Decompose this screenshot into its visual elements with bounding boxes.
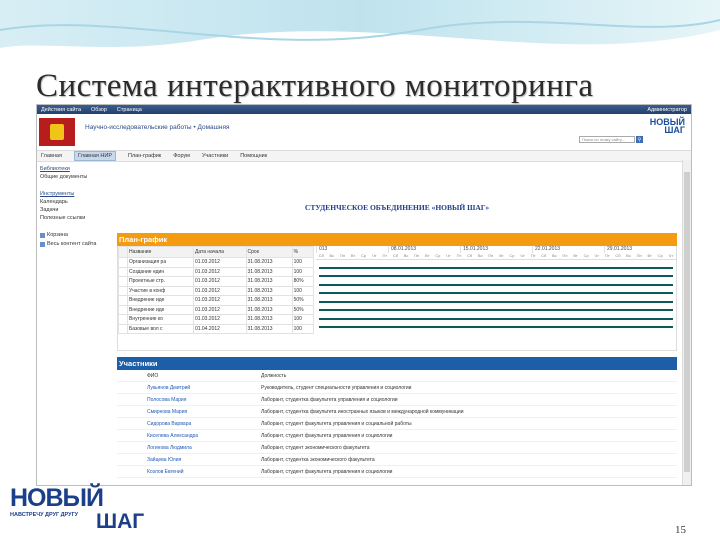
nav-item-participants[interactable]: Участники — [201, 153, 229, 159]
gantt-bar[interactable] — [319, 309, 673, 311]
row-selector[interactable] — [119, 277, 128, 287]
top-navigation — [37, 151, 691, 162]
gantt-bar[interactable] — [319, 267, 673, 269]
participant-position: Лаборант, студент факультета управления и социологии — [259, 466, 677, 478]
timeline-day: Пн — [414, 253, 420, 258]
row-selector[interactable] — [119, 324, 128, 334]
timeline-day: Сб — [318, 253, 324, 258]
participant-row — [117, 454, 677, 466]
participant-position: Лаборант, студент факультета управления и социологии — [259, 430, 677, 442]
nav-item-forum[interactable]: Форум — [173, 153, 190, 159]
participant-position: Лаборант, студент экономического факультета — [259, 442, 677, 454]
timeline-day: Пт — [530, 253, 536, 258]
gantt-cell: 31.08.2013 — [246, 296, 292, 306]
site-actions-menu[interactable]: Действия сайта — [41, 106, 82, 113]
gantt-cell: Внутренние ко — [128, 315, 194, 325]
recycle-bin-icon — [40, 233, 45, 238]
gantt-row[interactable] — [119, 286, 314, 296]
nav-item-nir-home[interactable]: Главная НИР — [74, 151, 116, 161]
quick-launch — [37, 163, 116, 247]
gantt-cell: 01.03.2012 — [193, 286, 246, 296]
page-tab[interactable]: Страница — [116, 106, 142, 113]
plan-heading: План-график — [117, 233, 677, 246]
gantt-cell: 50% — [292, 296, 313, 306]
site-content-icon — [40, 242, 45, 247]
gantt-cell: 80% — [292, 277, 313, 287]
participant-row — [117, 442, 677, 454]
sharepoint-screenshot — [36, 104, 692, 486]
search-icon[interactable]: ⚲ — [637, 136, 642, 143]
brand-logo: НОВЫЙ НАВСТРЕЧУ ДРУГ ДРУГУ ШАГ — [10, 484, 145, 533]
gantt-cell: 31.08.2013 — [246, 267, 292, 277]
main-content — [117, 163, 677, 478]
timeline-day: Чт — [520, 253, 525, 258]
gantt-chart — [117, 246, 677, 351]
gantt-cell: 100 — [292, 286, 313, 296]
gantt-bar[interactable] — [319, 292, 673, 294]
slide-title: Система интерактивного мониторинга — [36, 68, 594, 104]
vertical-scrollbar[interactable] — [682, 160, 691, 485]
gantt-row[interactable] — [119, 324, 314, 334]
participants-panel — [117, 357, 677, 478]
timeline-day: Пн — [488, 253, 494, 258]
user-menu[interactable]: Администратор — [647, 106, 687, 113]
row-selector[interactable] — [119, 258, 128, 268]
gantt-cell: 01.03.2012 — [193, 315, 246, 325]
page-number: 15 — [675, 524, 686, 536]
timeline-day: Вт — [647, 253, 652, 258]
gantt-cell: Создание един — [128, 267, 194, 277]
all-content-link[interactable]: Весь контент сайта — [40, 241, 116, 247]
gantt-cell: Внедрение иде — [128, 305, 194, 315]
gantt-cell: 01.03.2012 — [193, 267, 246, 277]
timeline-day: Пн — [339, 253, 346, 258]
participant-position: Лаборант, студент факультета управления и социальной работы — [259, 418, 677, 430]
gantt-cell: 31.08.2013 — [246, 305, 292, 315]
gantt-row[interactable] — [119, 296, 314, 306]
timeline-day: Вс — [403, 253, 409, 258]
timeline-day: Вс — [477, 253, 483, 258]
gantt-row[interactable] — [119, 267, 314, 277]
participants-table — [117, 370, 677, 478]
gantt-bar[interactable] — [319, 275, 673, 277]
gantt-cell: 31.08.2013 — [246, 324, 292, 334]
participant-row — [117, 394, 677, 406]
timeline-day: Ср — [509, 253, 515, 258]
gantt-task-table — [118, 246, 314, 334]
site-emblem-icon — [39, 118, 75, 146]
participant-position: Лаборант, студентка экономического факультета — [259, 454, 677, 466]
participant-position: Лаборант, студентка факультета иностранных языков и международной коммуникации — [259, 406, 677, 418]
col-start[interactable]: Дата начала — [193, 247, 246, 258]
participant-position: Лаборант, студентка факультета управления и социологии — [259, 394, 677, 406]
timeline-date: 15.01.2013 — [460, 246, 532, 253]
links-link[interactable]: Полезные ссылки — [40, 215, 86, 221]
gantt-cell: Участие в конф — [128, 286, 194, 296]
gantt-cell: Проектные стр. — [128, 277, 194, 287]
gantt-bar[interactable] — [319, 318, 673, 320]
org-title: СТУДЕНЧЕСКОЕ ОБЪЕДИНЕНИЕ «НОВЫЙ ШАГ» — [304, 203, 490, 212]
gantt-bar[interactable] — [319, 301, 673, 303]
participant-name-link[interactable]: Логинова Людмила — [117, 442, 259, 454]
col-position[interactable]: Должность — [259, 370, 677, 382]
libraries-heading[interactable]: Библиотеки — [40, 166, 70, 172]
timeline-day: Чт — [668, 253, 674, 258]
gantt-cell: 01.04.2012 — [193, 324, 246, 334]
timeline-day: Вс — [626, 253, 631, 258]
timeline-date: 29.01.2013 — [604, 246, 676, 253]
participants-header-row — [117, 370, 677, 382]
row-selector[interactable] — [119, 296, 128, 306]
participant-row — [117, 418, 677, 430]
timeline-day: Сб — [541, 253, 547, 258]
row-selector[interactable] — [119, 286, 128, 296]
breadcrumb[interactable]: Научно-исследовательские работы • Домашняя — [85, 124, 230, 131]
timeline-date: 22.01.2013 — [532, 246, 604, 253]
header-logo: НОВЫЙ ШАГ — [649, 117, 685, 135]
timeline-day: Ср — [361, 253, 367, 258]
nav-item-home[interactable]: Главная — [41, 153, 62, 159]
tools-heading[interactable]: Инструменты — [40, 191, 75, 197]
gantt-row[interactable] — [119, 258, 314, 268]
timeline-day: Вс — [552, 253, 557, 258]
participant-name-link[interactable]: Сидорова Варвара — [117, 418, 259, 430]
recycle-bin-link[interactable]: Корзина — [40, 232, 116, 238]
participant-name-link[interactable]: Киселева Александра — [117, 430, 259, 442]
participant-name-link[interactable]: Козлов Евгений — [117, 466, 259, 478]
timeline-day: Сб — [467, 253, 473, 258]
shared-documents-link[interactable]: Общие документы — [40, 174, 88, 180]
timeline-date: 013 — [316, 246, 388, 253]
participant-position: Руководитель, студент специальности управления и социологии — [259, 382, 677, 394]
gantt-row[interactable] — [119, 305, 314, 315]
timeline-date: 08.01.2013 — [388, 246, 460, 253]
timeline-day: Вт — [350, 253, 356, 258]
timeline-day: Чт — [594, 253, 599, 258]
col-percent[interactable]: % — [292, 247, 313, 258]
nav-item-plan[interactable]: План-график — [128, 153, 162, 159]
row-selector[interactable] — [119, 305, 128, 315]
gantt-cell: 01.03.2012 — [193, 296, 246, 306]
search-input[interactable]: Поиск по этому сайту... — [579, 136, 635, 143]
gantt-cell: Внедрение иде — [128, 296, 194, 306]
participant-row — [117, 466, 677, 478]
gantt-cell: 01.03.2012 — [193, 258, 246, 268]
timeline-day: Пт — [382, 253, 388, 258]
timeline-day: Сб — [615, 253, 621, 258]
timeline-day: Вт — [499, 253, 504, 258]
timeline-day: Пн — [562, 253, 568, 258]
row-selector[interactable] — [119, 267, 128, 277]
row-selector[interactable] — [119, 315, 128, 325]
col-term[interactable]: Срок — [246, 247, 292, 258]
timeline-day: Ср — [435, 253, 441, 258]
gantt-cell: 31.08.2013 — [246, 286, 292, 296]
decorative-wave — [0, 0, 720, 72]
participant-row — [117, 430, 677, 442]
tasks-link[interactable]: Задачи — [40, 207, 59, 213]
gantt-cell: 50% — [292, 305, 313, 315]
nav-item-helper[interactable]: Помощник — [240, 153, 268, 159]
timeline-day: Ср — [583, 253, 589, 258]
timeline-day: Чт — [372, 253, 377, 258]
timeline-day: Вт — [425, 253, 430, 258]
timeline-day: Сб — [392, 253, 399, 258]
participants-heading: Участники — [117, 357, 677, 370]
gantt-cell: 100 — [292, 315, 313, 325]
gantt-timeline — [316, 246, 676, 350]
gantt-cell: 100 — [292, 267, 313, 277]
participant-name-link[interactable]: Смирнова Мария — [117, 406, 259, 418]
timeline-day: Вс — [329, 253, 335, 258]
gantt-cell: Базовые вол с — [128, 324, 194, 334]
gantt-cell: 100 — [292, 324, 313, 334]
participant-name-link[interactable]: Зайцева Юлия — [117, 454, 259, 466]
calendar-link[interactable]: Календарь — [40, 199, 68, 205]
timeline-day: Ср — [657, 253, 663, 258]
timeline-day: Вт — [573, 253, 578, 258]
participant-name-link[interactable]: Полосова Мария — [117, 394, 259, 406]
gantt-cell: 31.08.2013 — [246, 277, 292, 287]
participant-name-link[interactable]: Лукьянов Дмитрий — [117, 382, 259, 394]
gantt-cell: 31.08.2013 — [246, 258, 292, 268]
gantt-cell: 01.03.2012 — [193, 277, 246, 287]
participant-row — [117, 406, 677, 418]
gantt-cell: 100 — [292, 258, 313, 268]
site-header — [37, 114, 691, 151]
gantt-row[interactable] — [119, 315, 314, 325]
gantt-bar[interactable] — [319, 326, 673, 328]
browse-tab[interactable]: Обзор — [91, 106, 107, 113]
participant-row — [117, 382, 677, 394]
col-fio[interactable]: ФИО — [117, 370, 259, 382]
gantt-bar[interactable] — [319, 284, 673, 286]
gantt-cell: 01.03.2012 — [193, 305, 246, 315]
timeline-day: Пн — [636, 253, 642, 258]
timeline-day: Пт — [604, 253, 610, 258]
timeline-day: Чт — [446, 253, 451, 258]
gantt-row[interactable] — [119, 277, 314, 287]
timeline-day: Пт — [456, 253, 462, 258]
ribbon-bar — [37, 105, 691, 114]
gantt-cell: Организация ра — [128, 258, 194, 268]
gantt-cell: 31.08.2013 — [246, 315, 292, 325]
col-name[interactable]: Название — [128, 247, 194, 258]
